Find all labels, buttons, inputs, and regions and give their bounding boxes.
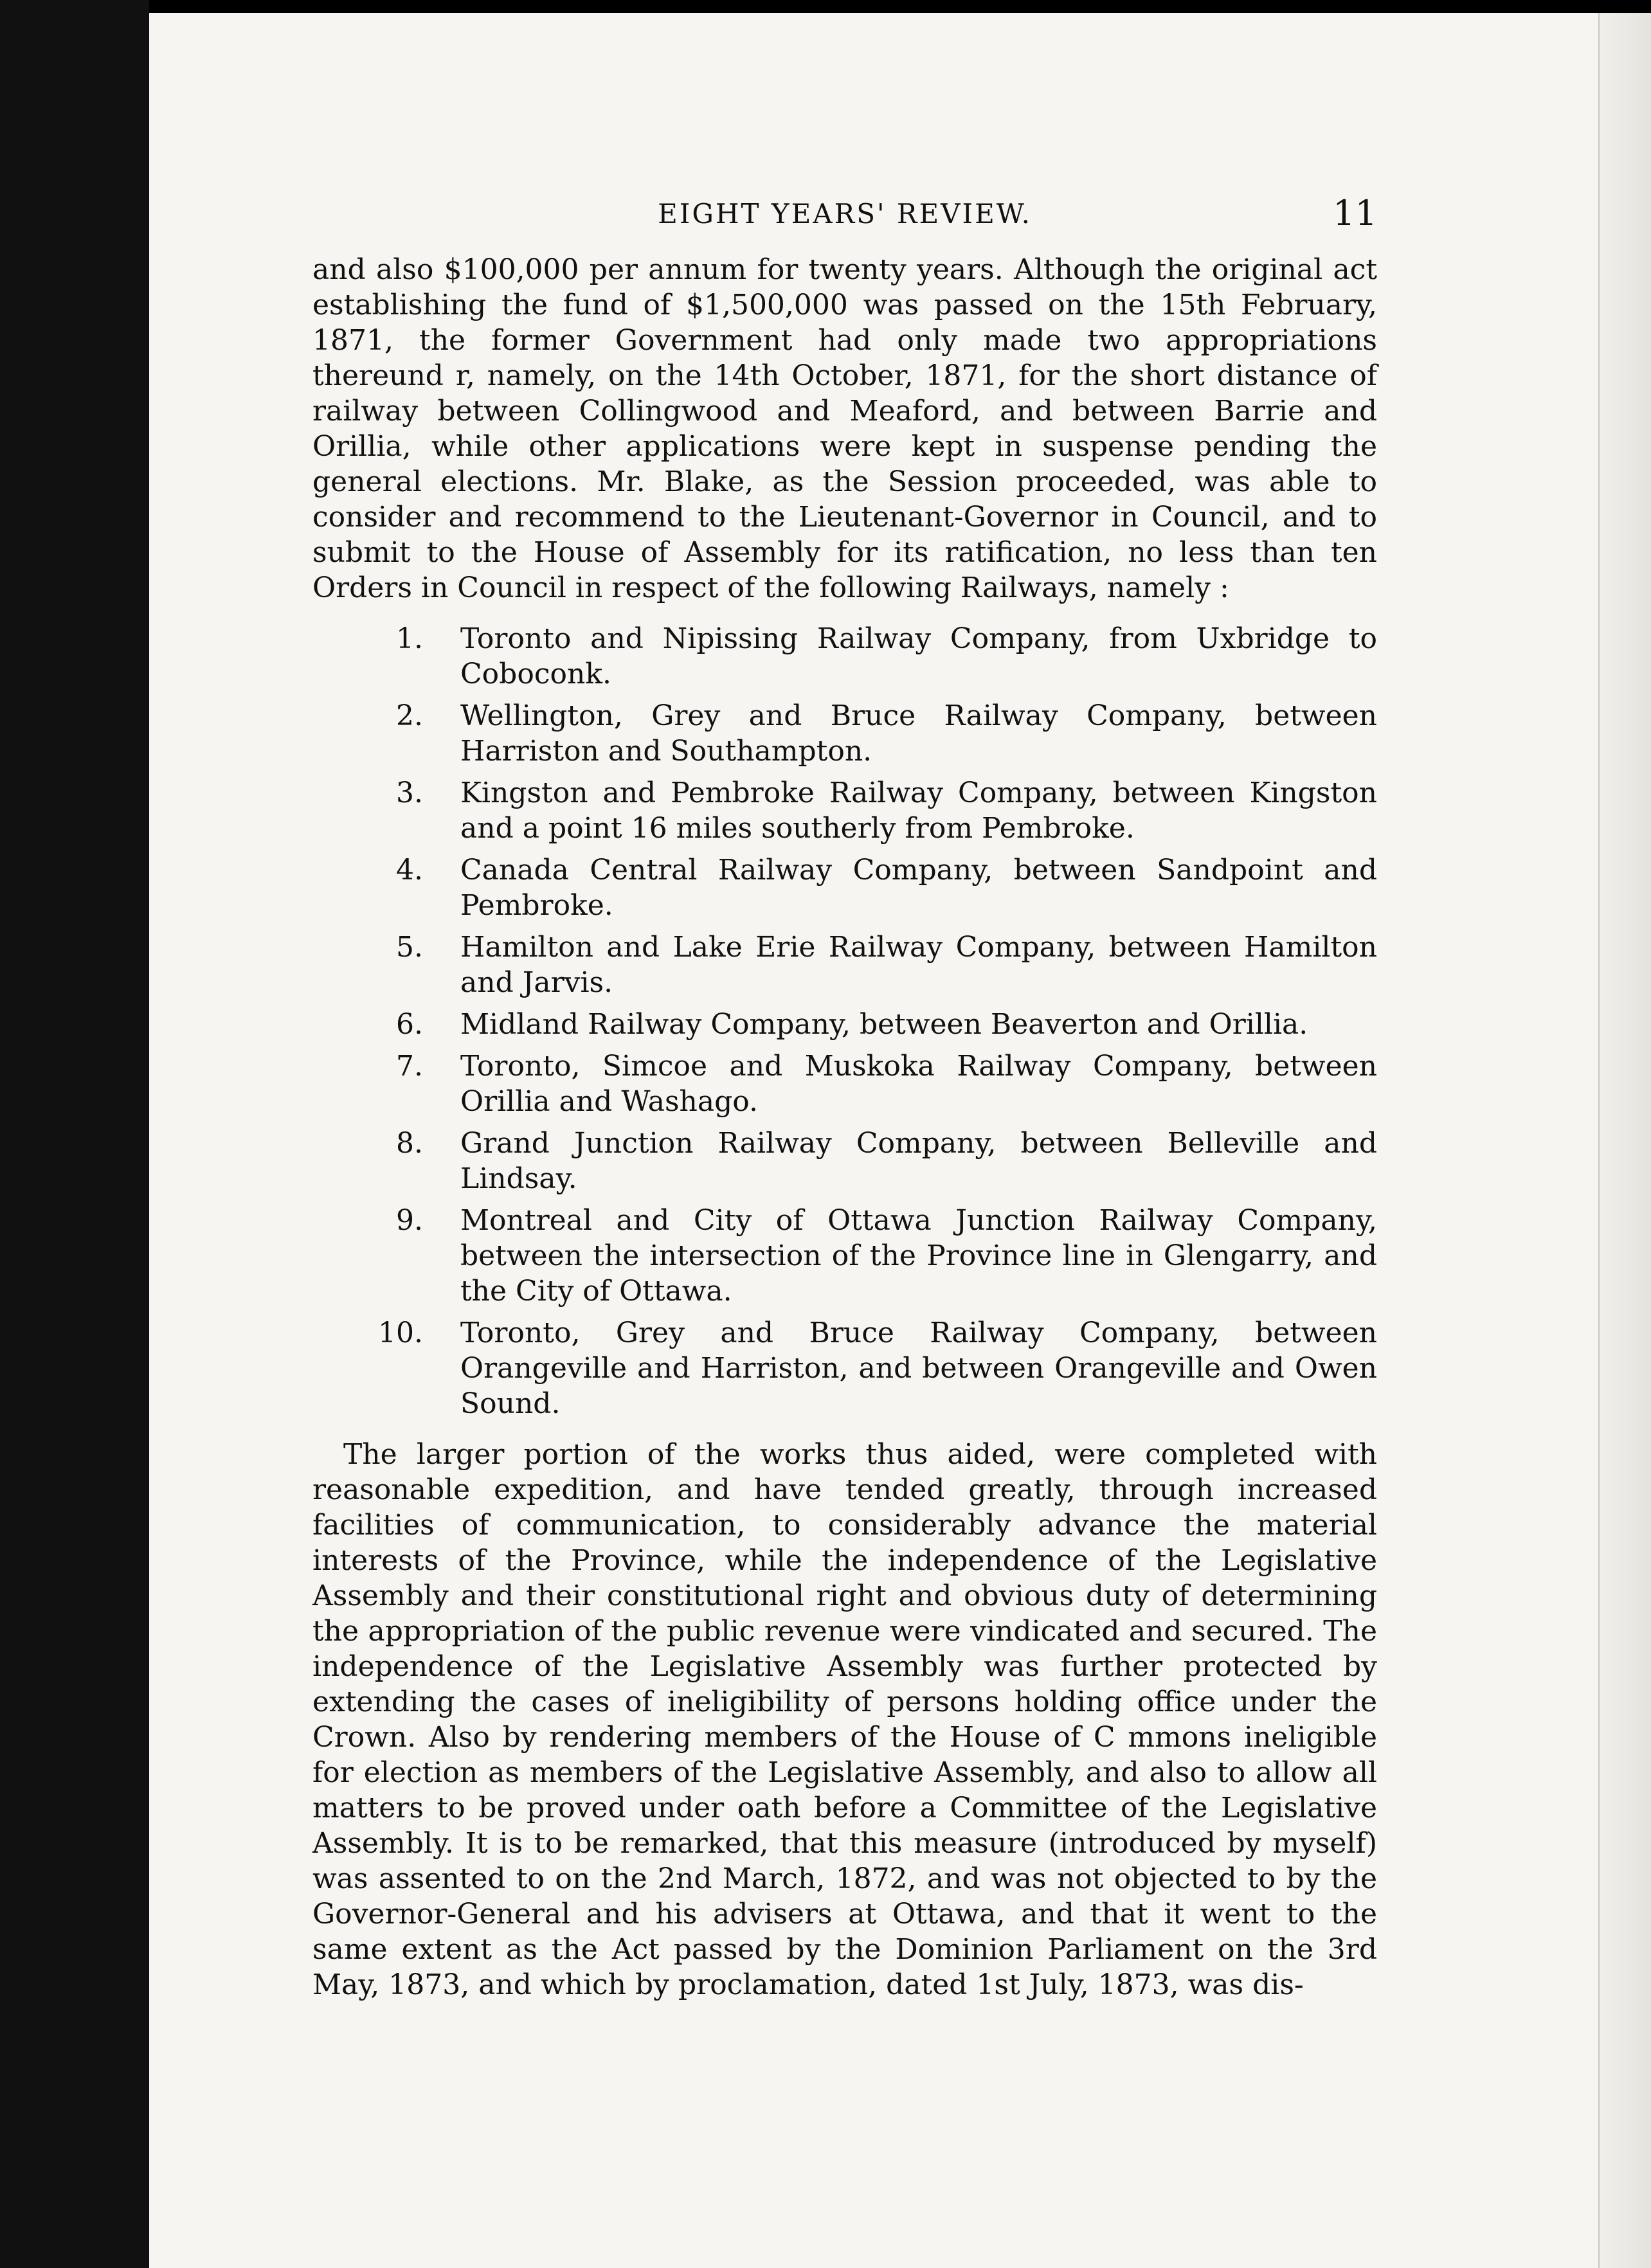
page-edge [1598,13,1651,2268]
page-content [312,193,1377,2003]
conclusion-paragraph: The larger portion of the works thus aided, were completed with reasonable expedition, and have tended greatly, through increased facilities of communication, to considerably advance the material interests of the Province, while the independence of the Legislative Assembly and their constitutional right and obvious duty of determining the appropriation of the public revenue were vindicated and secured. The independence of the Legislative Assembly was further protected by extending the cases of ineligibility of persons holding office under the Crown. Also by rendering members of the House of C mmons ineligible for election as members of the Legislative Assembly, and also to allow all matters to be proved under oath before a Committee of the Legislative Assembly. It is to be remarked, that this measure (introduced by myself) was assented to on the 2nd March, 1872, and was not objected to by the Governor-General and his advisers at Ottawa, and that it went to the same extent as the Act passed by the Dominion Parliament on the 3rd May, 1873, and which by proclamation, dated 1st July, 1873, was dis- [312,1438,1377,2001]
list-item-number: 4. [396,854,423,887]
list-item [312,1203,1377,1309]
list-item-text: Wellington, Grey and Bruce Railway Company, between Harriston and Southampton. [460,699,1377,768]
list-item-number: 3. [396,777,423,809]
list-item [312,1007,1377,1042]
list-item [312,621,1377,692]
list-item-number: 9. [396,1204,423,1237]
list-item [312,775,1377,846]
list-item-text: Toronto, Grey and Bruce Railway Company, between Orangeville and Harriston, and between Orangeville and Owen Sound. [460,1317,1377,1420]
list-item-text: Toronto and Nipissing Railway Company, from Uxbridge to Coboconk. [460,622,1377,690]
list-item-number: 10. [378,1317,423,1349]
page-number: 11 [1333,193,1377,233]
intro-paragraph: and also $100,000 per annum for twenty years. Although the original act establishing the fund of $1,500,000 was passed on the 15th February, 1871, the former Government had only made two appropriations thereund r, namely, on the 14th October, 1871, for the short distance of railway between Collingwood and Meaford, and between Barrie and Orillia, while other applications were kept in suspense pending the general elections. Mr. Blake, as the Session proceeded, was able to consider and recommend to the Lieutenant-Governor in Council, and to submit to the House of Assembly for its ratification, no less than ten Orders in Council in respect of the following Railways, namely : [312,253,1377,604]
list-item-number: 5. [396,931,423,964]
list-item-text: Midland Railway Company, between Beaverton and Orillia. [460,1008,1308,1041]
list-item-number: 2. [396,699,423,732]
running-head [312,193,1377,234]
scan-border-left [0,0,149,2268]
list-item-text: Hamilton and Lake Erie Railway Company, between Hamilton and Jarvis. [460,931,1377,999]
list-item [312,1315,1377,1421]
list-item [312,1126,1377,1196]
list-item-text: Canada Central Railway Company, between Sandpoint and Pembroke. [460,854,1377,922]
running-title: EIGHT YEARS' REVIEW. [658,198,1032,230]
list-item [312,930,1377,1000]
list-item-number: 8. [396,1127,423,1160]
list-item-number: 7. [396,1050,423,1083]
list-item-text: Montreal and City of Ottawa Junction Railway Company, between the intersection of the Province line in Glengarry, and the City of Ottawa. [460,1204,1377,1308]
list-item [312,698,1377,769]
list-item-text: Toronto, Simcoe and Muskoka Railway Company, between Orillia and Washago. [460,1050,1377,1118]
list-item [312,852,1377,923]
list-item [312,1048,1377,1119]
list-item-text: Grand Junction Railway Company, between Belleville and Lindsay. [460,1127,1377,1195]
railway-list [312,621,1377,1421]
list-item-number: 6. [396,1008,423,1041]
list-item-text: Kingston and Pembroke Railway Company, between Kingston and a point 16 miles southerly from Pembroke. [460,777,1377,845]
list-item-number: 1. [396,622,423,655]
